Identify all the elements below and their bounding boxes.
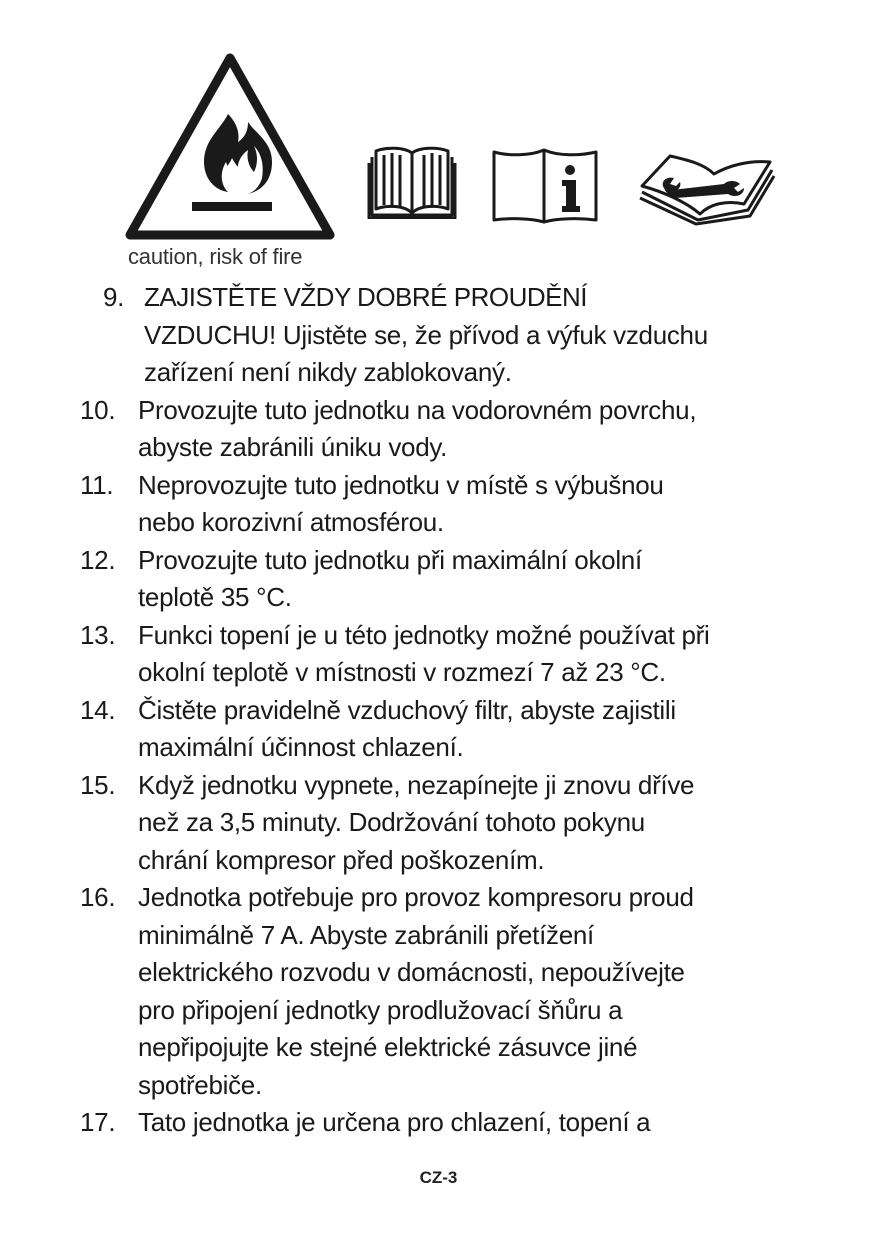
item-line: Jednotka potřebuje pro provoz kompresoru proud bbox=[138, 882, 694, 912]
item-line: elektrického rozvodu v domácnosti, nepoužívejte bbox=[138, 957, 685, 987]
page-number: CZ-3 bbox=[419, 1168, 458, 1187]
list-item bbox=[0, 279, 877, 392]
list-item bbox=[0, 617, 877, 692]
list-item bbox=[0, 767, 877, 880]
item-line: Provozujte tuto jednotku při maximální okolní bbox=[138, 544, 642, 575]
item-line: minimálně 7 A. Abyste zabránili přetížení bbox=[138, 919, 594, 950]
item-line: ZAJISTĚTE VŽDY DOBRÉ PROUDĚNÍ bbox=[144, 282, 587, 312]
list-item bbox=[0, 879, 877, 1104]
item-line: Když jednotku vypnete, nezapínejte ji znovu dříve bbox=[138, 769, 695, 800]
item-line: Tato jednotka je určena pro chlazení, topení a bbox=[138, 1107, 651, 1137]
list-item bbox=[0, 1104, 877, 1142]
item-number: 14. bbox=[80, 694, 116, 725]
open-book-icon bbox=[366, 143, 458, 219]
item-line: VZDUCHU! Ujistěte se, že přívod a výfuk vzduchu bbox=[144, 319, 708, 350]
safety-instructions-list bbox=[0, 279, 877, 1142]
item-line: zařízení není nikdy zablokovaný. bbox=[144, 357, 512, 387]
item-number: 13. bbox=[80, 619, 116, 650]
list-item bbox=[0, 467, 877, 542]
item-line: okolní teplotě v místnosti v rozmezí 7 až 23 °C. bbox=[138, 657, 666, 687]
item-line: nebo korozivní atmosférou. bbox=[138, 507, 444, 537]
book-wrench-icon bbox=[636, 148, 776, 226]
item-line: abyste zabránili úniku vody. bbox=[138, 432, 448, 462]
safety-icons-row bbox=[0, 0, 877, 275]
item-line: Funkci topení je u této jednotky možné používat při bbox=[138, 619, 710, 650]
item-line: než za 3,5 minuty. Dodržování tohoto pokynu bbox=[138, 807, 645, 837]
item-number: 15. bbox=[80, 769, 116, 800]
item-number: 12. bbox=[80, 544, 116, 575]
item-number: 11. bbox=[80, 469, 114, 500]
item-number: 16. bbox=[80, 882, 116, 912]
item-line: Čistěte pravidelně vzduchový filtr, abyste zajistili bbox=[138, 694, 676, 725]
item-line: teplotě 35 °C. bbox=[138, 582, 292, 612]
item-number: 17. bbox=[80, 1107, 116, 1137]
item-line: chrání kompresor před poškozením. bbox=[138, 844, 545, 875]
item-line: spotřebiče. bbox=[138, 1069, 262, 1100]
list-item bbox=[0, 542, 877, 617]
item-line: Provozujte tuto jednotku na vodorovném povrchu, bbox=[138, 394, 697, 425]
list-item bbox=[0, 392, 877, 467]
list-item bbox=[0, 692, 877, 767]
item-number: 10. bbox=[80, 394, 116, 425]
item-line: maximální účinnost chlazení. bbox=[138, 732, 464, 762]
caution-caption: caution, risk of fire bbox=[128, 244, 303, 269]
item-line: nepřipojujte ke stejné elektrické zásuvce jiné bbox=[138, 1032, 638, 1062]
item-number: 9. bbox=[103, 282, 125, 312]
item-line: pro připojení jednotky prodlužovací šňůru a bbox=[138, 994, 623, 1025]
book-info-icon bbox=[490, 146, 600, 224]
fire-warning-triangle-icon bbox=[124, 52, 336, 242]
item-line: Neprovozujte tuto jednotku v místě s výbušnou bbox=[138, 469, 664, 500]
